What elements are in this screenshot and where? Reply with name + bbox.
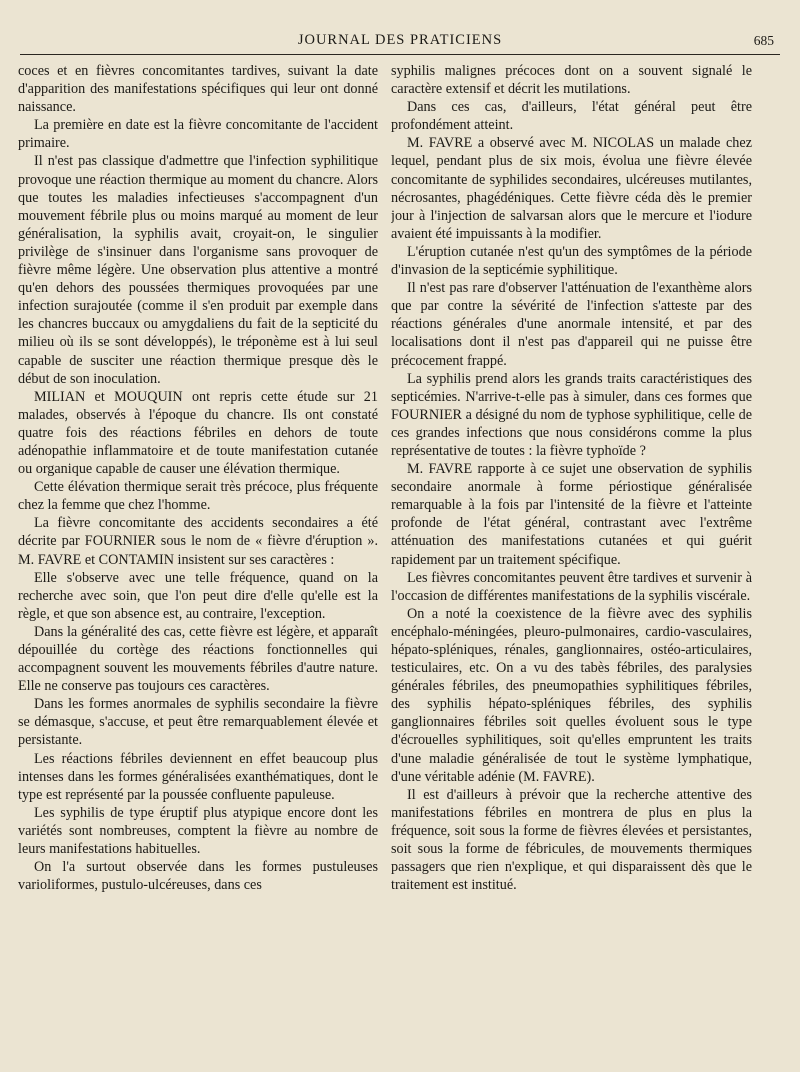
paragraph: syphilis malignes précoces dont on a souvent signalé le caractère extensif et décrit les mutilations. <box>391 63 752 98</box>
paragraph: La syphilis prend alors les grands traits caractéristiques des septicémies. N'arrive-t-elle pas à simuler, dans ces formes que FOURNIER a désigné du nom de typhose syphilitique, celle de ces grandes infections que nous considérons comme la plus représentative de toutes : la fièvre typhoïde ? <box>391 370 752 459</box>
paragraph: Les fièvres concomitantes peuvent être tardives et survenir à l'occasion de différentes manifestations de la syphilis viscérale. <box>391 569 752 604</box>
paragraph: Dans ces cas, d'ailleurs, l'état général peut être profondément atteint. <box>391 99 752 134</box>
paragraph: Dans la généralité des cas, cette fièvre est légère, et apparaît dépouillée du cortège des réactions fonctionnelles qui accompagnent souvent les mouvements fébriles d'autre nature. Elle ne conserve pas toujours ces caractères. <box>18 623 378 695</box>
left-column <box>18 62 378 1062</box>
paragraph: Dans les formes anormales de syphilis secondaire la fièvre se démasque, s'accuse, et peut être remarquablement élevée et persistante. <box>18 696 378 749</box>
paragraph: Les réactions fébriles deviennent en effet beaucoup plus intenses dans les formes généralisées exanthématiques, dont le type est représenté par la poussée confluente papuleuse. <box>18 750 378 803</box>
paragraph: Il n'est pas classique d'admettre que l'infection syphilitique provoque une réaction thermique au moment du chancre. Alors que toutes les maladies infectieuses s'accompagnent d'un mouvement fébrile plus ou moins marqué au moment de leur généralisation, la syphilis avait, croyait-on, le singulier privilège de s'insinuer dans l'organisme sans provoquer de fièvre même légère. Une observation plus attentive a montré qu'en dehors des poussées thermiques provoquées par une infection surajoutée (comme il s'en produit par exemple dans les chancres buccaux ou amygdaliens du fait de la septicité du milieu où ils se sont développés), le tréponème est à lui seul capable de susciter une réaction thermique presque dès le début de son inoculation. <box>18 153 378 387</box>
paragraph: Elle s'observe avec une telle fréquence, quand on la recherche avec soin, que l'on peut dire d'elle qu'elle est la règle, et que son absence est, au contraire, l'exception. <box>18 569 378 622</box>
paragraph: Il est d'ailleurs à prévoir que la recherche attentive des manifestations fébriles en montrera de plus en plus la fréquence, soit sous la forme de fièvres élevées et persistantes, soit sous la forme de fébricules, de mouvements thermiques passagers que rien n'explique, et qui disparaissent dès que le traitement est institué. <box>391 786 752 894</box>
paragraph: Cette élévation thermique serait très précoce, plus fréquente chez la femme que chez l'homme. <box>18 479 378 514</box>
paragraph: L'éruption cutanée n'est qu'un des symptômes de la période d'invasion de la septicémie syphilitique. <box>391 243 752 279</box>
page-number: 685 <box>753 33 774 48</box>
paragraph: Les syphilis de type éruptif plus atypique encore dont les variétés sont nombreuses, comptent la fièvre au nombre de leurs manifestations habituelles. <box>18 804 378 858</box>
paragraph: On a noté la coexistence de la fièvre avec des syphilis encéphalo-méningées, pleuro-pulmonaires, cardio-vasculaires, hépato-spléniques, rénales, ganglionnaires, ostéo-articulaires, testiculaires, etc. On a vu des tabès fébriles, des paralysies générales fébriles, des pneumopathies syphilitiques fébriles, des syphilis hépato-spléniques fébriles, des syphilis ganglionnaires fébriles soit quelles évoluent sous le type d'écrouelles syphilitiques, soit qu'elles empruntent les traits d'une maladie généralisée de tout le système lymphatique, d'une véritable adénie (M. FAVRE). <box>391 605 752 785</box>
paragraph: coces et en fièvres concomitantes tardives, suivant la date d'apparition des manifestations spécifiques qui leur ont donné naissance. <box>18 63 378 116</box>
paragraph: La fièvre concomitante des accidents secondaires a été décrite par FOURNIER sous le nom de « fièvre d'éruption ». M. FAVRE et CONTAMIN insistent sur ses caractères : <box>18 515 378 568</box>
running-head: JOURNAL DES PRATICIENS <box>297 32 503 48</box>
paragraph: M. FAVRE a observé avec M. NICOLAS un malade chez lequel, pendant plus de six mois, évolua une fièvre élevée concomitante de syphilides secondaires, ulcéreuses mutilantes, nécrosantes, phagédéniques. Cette fièvre céda dès le premier jour à l'injection de salvarsan alors que le mercure et l'iodure avaient été impuissants à la modifier. <box>391 135 752 242</box>
header-rule <box>20 54 780 55</box>
paragraph: On l'a surtout observée dans les formes pustuleuses varioliformes, pustulo-ulcéreuses, dans ces <box>18 859 378 894</box>
paragraph: M. FAVRE rapporte à ce sujet une observation de syphilis secondaire anormale à forme périostique généralisée remarquable à la fois par l'intensité de la fièvre et l'atteinte profonde de l'état général, contrastant avec l'extrême atténuation des manifestations cutanées et qui guérit rapidement par un traitement spécifique. <box>391 461 752 568</box>
paragraph: MILIAN et MOUQUIN ont repris cette étude sur 21 malades, observés à l'époque du chancre. Ils ont constaté quatre fois des réactions fébriles en dehors de toute adénopathie inflammatoire et de toute manifestation cutanée ou organique capable de causer une élévation thermique. <box>18 388 378 478</box>
paragraph: La première en date est la fièvre concomitante de l'accident primaire. <box>18 117 378 152</box>
right-column <box>391 62 752 1062</box>
page-header <box>20 30 780 52</box>
paragraph: Il n'est pas rare d'observer l'atténuation de l'exanthème alors que par contre la sévérité de l'infection s'atteste par des réactions générales d'une anormale intensité, et par des localisations dont il n'est pas d'appareil qui ne puisse être précocement frappé. <box>391 280 752 369</box>
